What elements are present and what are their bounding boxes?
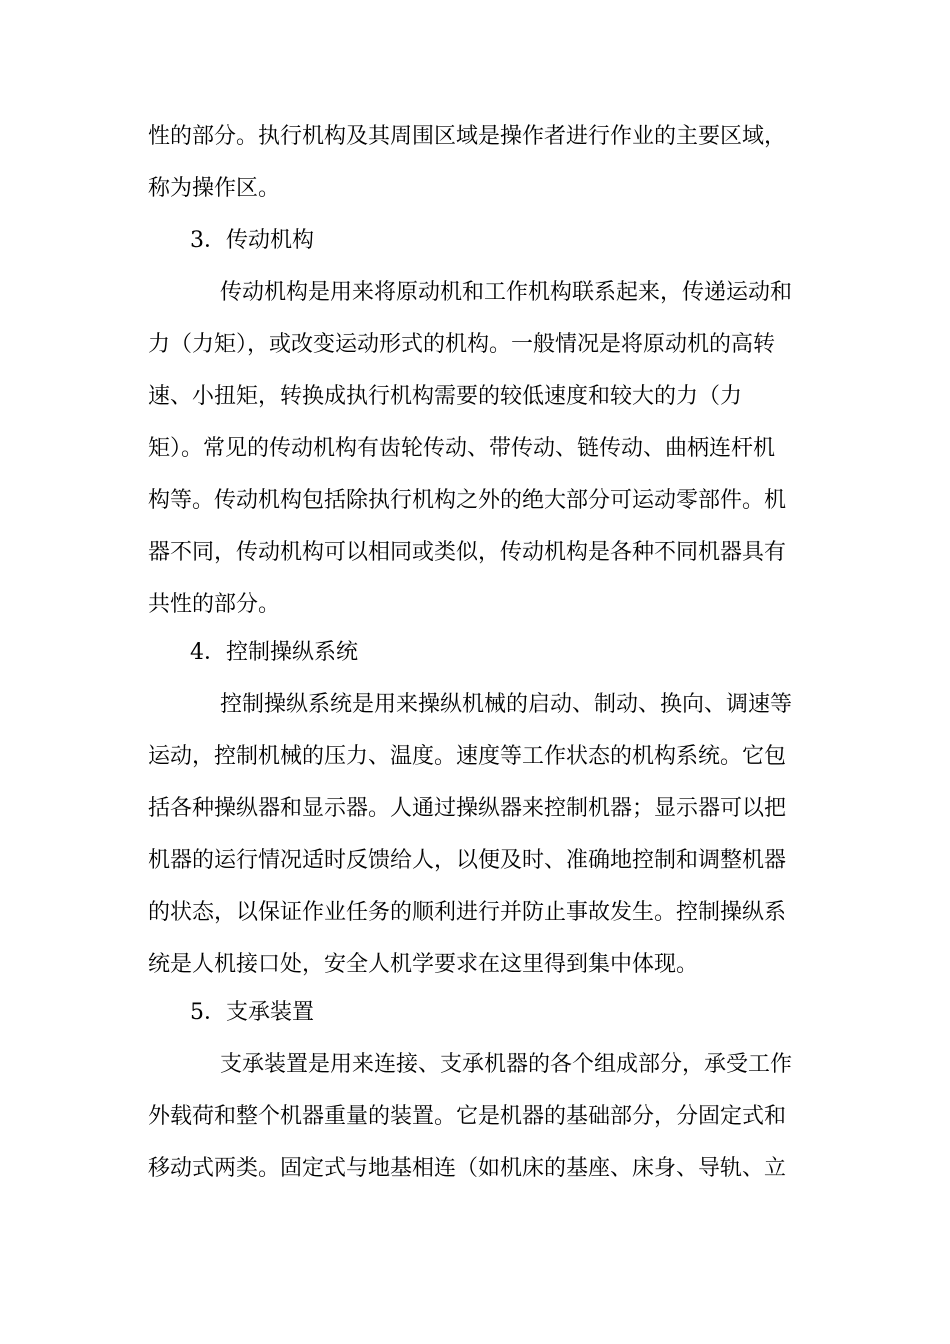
section-heading: 3．传动机构 — [190, 228, 314, 253]
paragraph-line: 共性的部分。 — [148, 592, 281, 617]
paragraph-line: 外载荷和整个机器重量的装置。它是机器的基础部分，分固定式和 — [148, 1104, 787, 1129]
paragraph-line: 移动式两类。固定式与地基相连（如机床的基座、床身、导轨、立 — [148, 1156, 787, 1181]
paragraph-line: 传动机构是用来将原动机和工作机构联系起来，传递运动和 — [220, 280, 793, 305]
paragraph-line: 器不同，传动机构可以相同或类似，传动机构是各种不同机器具有 — [148, 540, 787, 565]
paragraph-line: 统是人机接口处，安全人机学要求在这里得到集中体现。 — [148, 952, 699, 977]
paragraph-line: 性的部分。执行机构及其周围区域是操作者进行作业的主要区域， — [148, 124, 787, 149]
paragraph-line: 称为操作区。 — [148, 176, 281, 201]
paragraph-line: 矩）。常见的传动机构有齿轮传动、带传动、链传动、曲柄连杆机 — [148, 436, 776, 461]
paragraph-line: 力（力矩），或改变运动形式的机构。一般情况是将原动机的高转 — [148, 332, 776, 357]
paragraph-line: 支承装置是用来连接、支承机器的各个组成部分，承受工作 — [220, 1052, 793, 1077]
paragraph-line: 运动，控制机械的压力、温度。速度等工作状态的机构系统。它包 — [148, 744, 787, 769]
paragraph-line: 控制操纵系统是用来操纵机械的启动、制动、换向、调速等 — [220, 692, 793, 717]
paragraph-line: 机器的运行情况适时反馈给人，以便及时、准确地控制和调整机器 — [148, 848, 787, 873]
paragraph-line: 速、小扭矩，转换成执行机构需要的较低速度和较大的力（力 — [148, 384, 743, 409]
paragraph-line: 括各种操纵器和显示器。人通过操纵器来控制机器；显示器可以把 — [148, 796, 787, 821]
paragraph-line: 的状态，以保证作业任务的顺利进行并防止事故发生。控制操纵系 — [148, 900, 787, 925]
paragraph-line: 构等。传动机构包括除执行机构之外的绝大部分可运动零部件。机 — [148, 488, 787, 513]
section-heading: 4．控制操纵系统 — [190, 640, 358, 665]
section-heading: 5．支承装置 — [190, 1000, 314, 1025]
